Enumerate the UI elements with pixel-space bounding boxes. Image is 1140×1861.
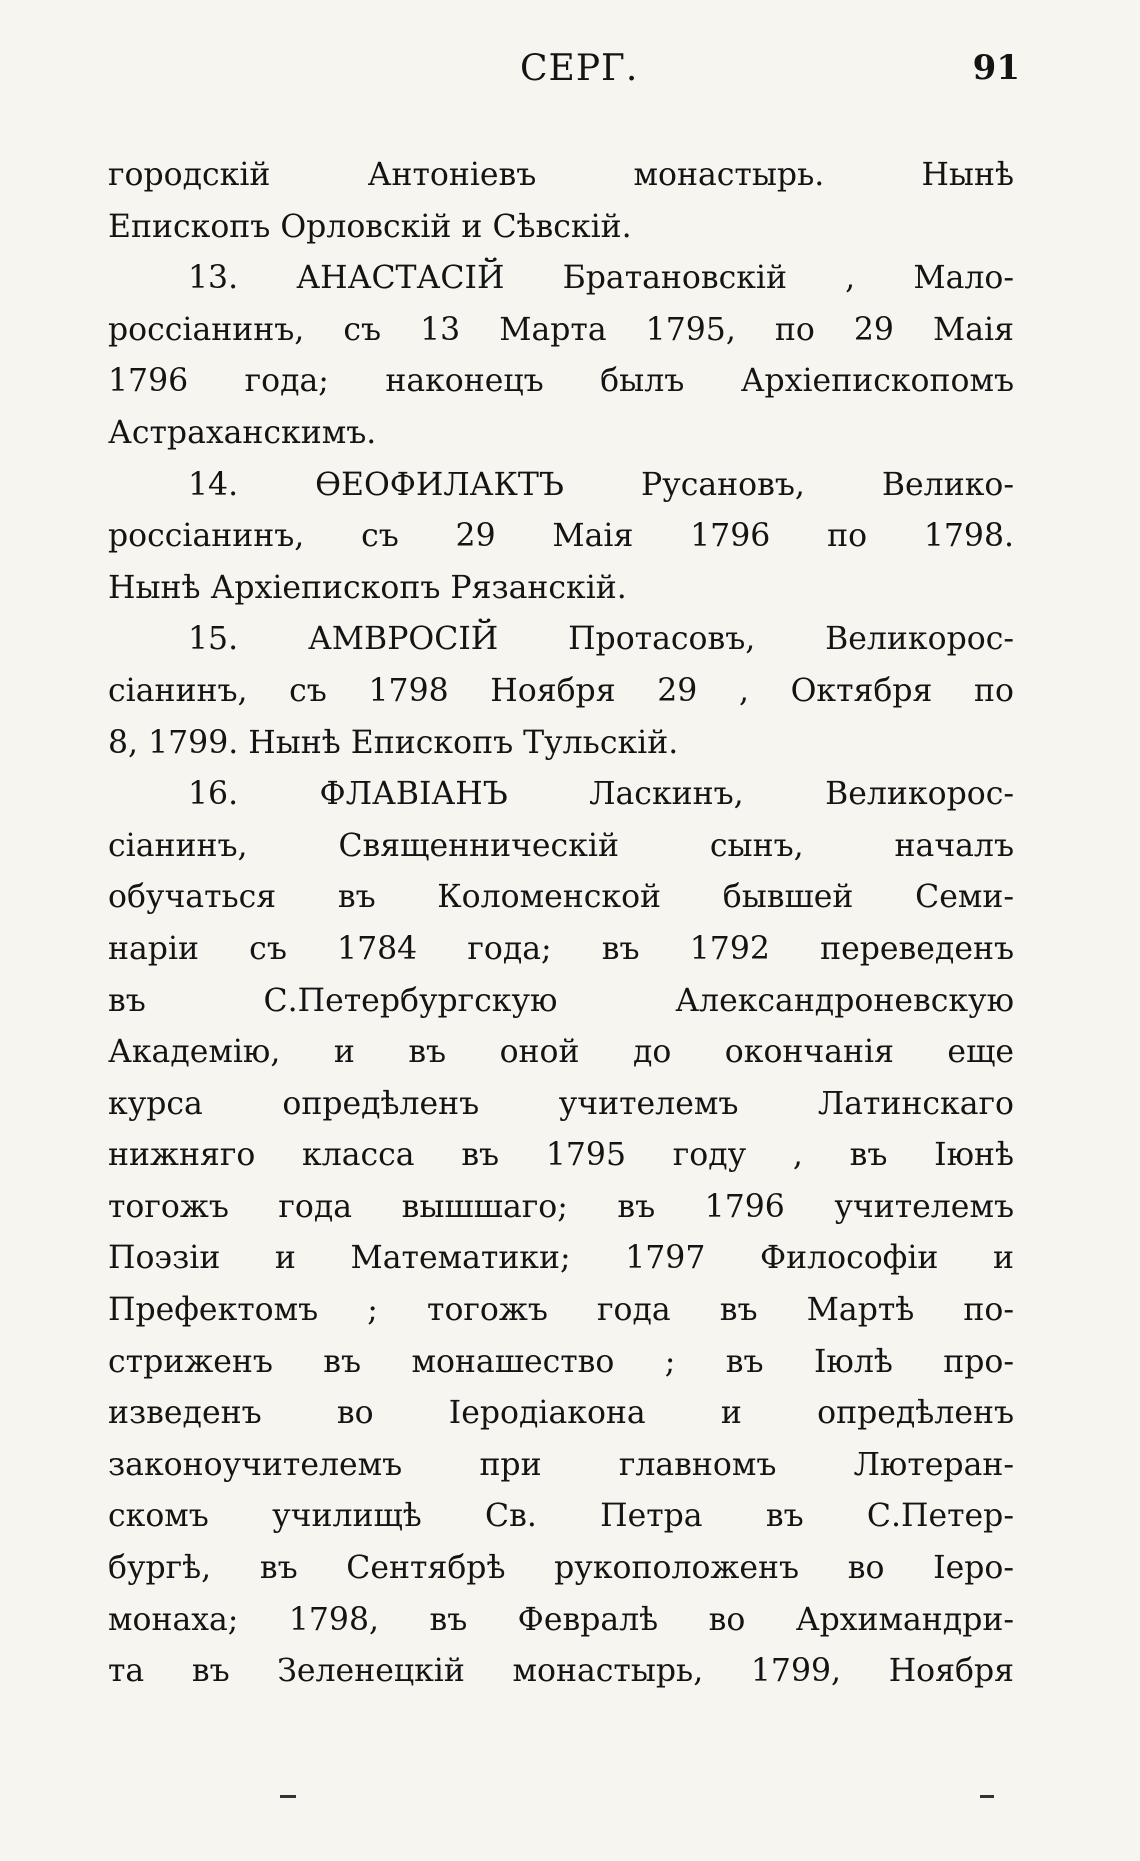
text-line: 16. ФЛАВІАНЪ Ласкинъ, Великорос-	[188, 776, 1014, 813]
text-line: Префектомъ ; тогожъ года въ Мартѣ по-	[108, 1292, 1014, 1329]
text-line: Академію, и въ оной до окончанія еще	[108, 1034, 1014, 1071]
text-line: сіанинъ, Священническій сынъ, началъ	[108, 827, 1014, 864]
text-line: курса опредѣленъ учителемъ Латинскаго	[108, 1085, 1014, 1122]
text-line: сіанинъ, съ 1798 Ноября 29 , Октября по	[108, 672, 1014, 709]
text-line: Нынѣ Архіепископъ Рязанскій.	[108, 569, 627, 606]
text-line: скомъ училищѣ Св. Петра въ С.Петер-	[108, 1498, 1014, 1535]
text-line: Епископъ Орловскій и Сѣвскій.	[108, 208, 632, 245]
text-line: 1796 года; наконецъ былъ Архіепископомъ	[108, 363, 1014, 400]
page-header	[110, 48, 1020, 98]
text-line: тогожъ года вышшаго; въ 1796 учителемъ	[108, 1188, 1014, 1225]
text-line: наріи съ 1784 года; въ 1792 переведенъ	[108, 930, 1014, 967]
text-line: 8, 1799. Нынѣ Епископъ Тульскій.	[108, 724, 679, 761]
page-number: 91	[972, 48, 1020, 88]
text-line: Поэзіи и Математики; 1797 Философіи и	[108, 1240, 1014, 1277]
text-line: изведенъ во Іеродіакона и опредѣленъ	[108, 1395, 1014, 1432]
text-line: 14. ѲЕОФИЛАКТЪ Русановъ, Велико-	[188, 466, 1014, 503]
text-line: монаха; 1798, въ Февралѣ во Архимандри-	[108, 1601, 1014, 1638]
text-line: 15. АМВРОСІЙ Протасовъ, Великорос-	[188, 621, 1014, 658]
text-line: 13. АНАСТАСІЙ Братановскій , Мало-	[188, 260, 1014, 297]
text-body	[108, 150, 1014, 1698]
text-line: та въ Зеленецкій монастырь, 1799, Ноября	[108, 1653, 1014, 1690]
text-line: бургѣ, въ Сентябрѣ рукоположенъ во Іеро-	[108, 1550, 1014, 1587]
text-line: россіанинъ, съ 29 Маія 1796 по 1798.	[108, 518, 1014, 555]
text-line: нижняго класса въ 1795 году , въ Іюнѣ	[108, 1137, 1014, 1174]
ink-speck	[280, 1795, 296, 1798]
text-line: законоучителемъ при главномъ Лютеран-	[108, 1446, 1014, 1483]
text-line: стриженъ въ монашество ; въ Іюлѣ про-	[108, 1343, 1014, 1380]
text-line: городскій Антоніевъ монастырь. Нынѣ	[108, 157, 1014, 193]
text-line: въ С.Петербургскую Александроневскую	[108, 982, 1014, 1019]
text-line: россіанинъ, съ 13 Марта 1795, по 29 Маія	[108, 311, 1014, 348]
text-line: обучаться въ Коломенской бывшей Семи-	[108, 879, 1014, 916]
ink-speck	[980, 1795, 994, 1798]
text-line: Астраханскимъ.	[108, 414, 377, 451]
running-head: СЕРГ.	[520, 48, 639, 89]
